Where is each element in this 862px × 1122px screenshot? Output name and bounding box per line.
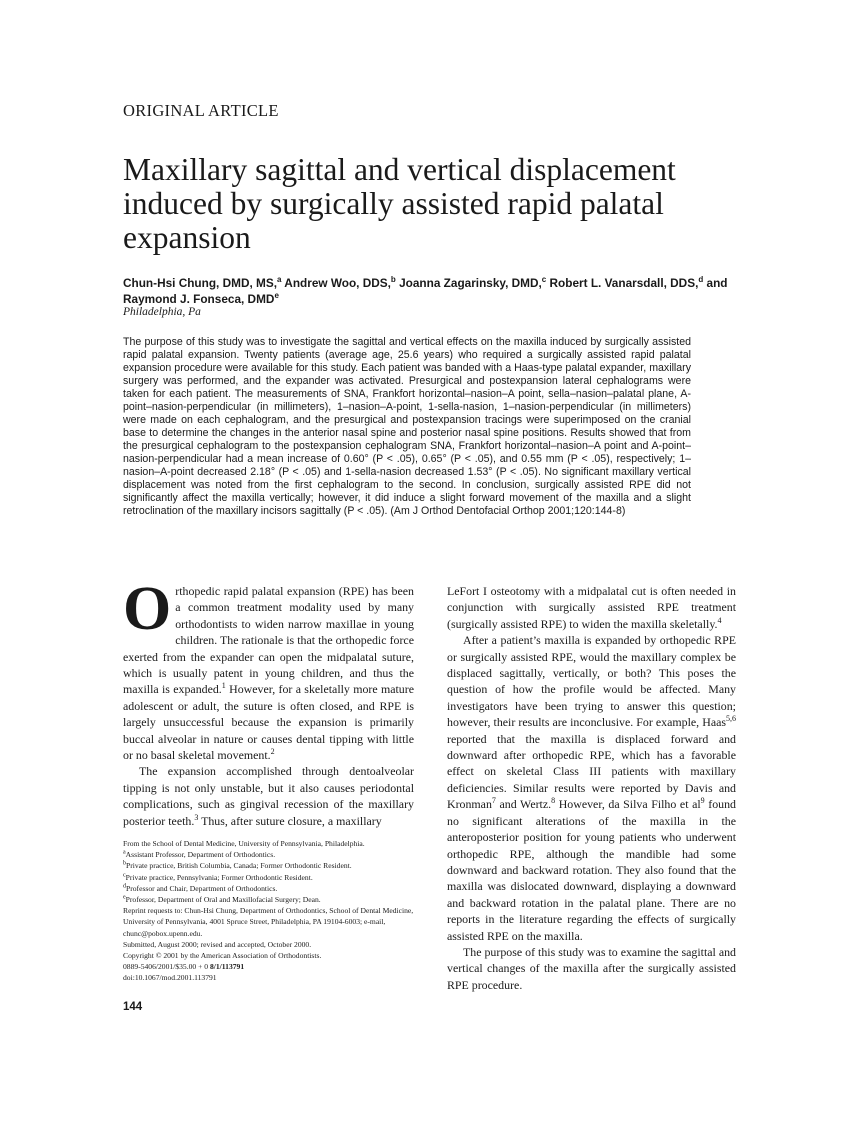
body-text: After a patient’s maxilla is expanded by orthopedic RPE or surgically assisted RPE, would the maxillary complex be displaced sagittally, vertically, or both? This poses the question of how the profile would be affected. Many investigators have been trying to answer this question; however, their results are inconclusive. For example, Haas	[447, 633, 736, 730]
body-paragraph	[123, 575, 414, 763]
footnote-item	[123, 860, 415, 871]
footnote-item	[123, 883, 415, 894]
reference-mark: 5,6	[726, 714, 736, 724]
page-number: 144	[123, 1001, 143, 1013]
body-text: The expansion accomplished through dentoalveolar tipping is not only unstable, but it also causes periodontal complications, such as gingival recession of the maxillary posterior teeth.	[123, 764, 414, 828]
reference-mark: 8	[551, 796, 556, 806]
footnote-text: Private practice, Pennsylvania; Former Orthodontic Resident.	[125, 872, 313, 882]
body-paragraph	[447, 632, 736, 944]
author-affiliation-mark: d	[698, 275, 704, 285]
body-paragraph	[123, 763, 414, 829]
author-name: Andrew Woo, DDS,	[284, 276, 391, 290]
author-name: Chun-Hsi Chung, DMD, MS,	[123, 276, 277, 290]
footnote-reprint: Reprint requests to: Chun-Hsi Chung, Department of Orthodontics, School of Dental Medicine, University of Pennsylvania, 4001 Spruce Street, Philadelphia, PA 19104-6003; e-mail, chunc@pobox.upenn.edu.	[123, 906, 414, 938]
footnote-item	[123, 872, 415, 883]
footnote-text: Professor, Department of Oral and Maxillofacial Surgery; Dean.	[125, 895, 321, 905]
body-text: and Wertz.	[495, 797, 552, 812]
reference-mark: 2	[270, 747, 275, 757]
abstract: The purpose of this study was to investigate the sagittal and vertical effects on the maxilla induced by surgically assisted rapid palatal expansion. Twenty patients (average age, 25.6 years) who required a surgically assisted rapid palatal expansion procedure were available for this study. Each patient was banded with a Haas-type palatal expander, maxillary surgery was performed, and the expander was activated. Presurgical and postexpansion lateral cephalograms were taken for each patient. The measurements of SNA, Frankfort horizontal–nasion–A point, sella–nasion–palatal plane, A-point–nasion-perpendicular (in millimeters), 1–nasion–A-point, 1-sella-nasion, 1–nasion-perpendicular (in millimeters) were made on each cephalogram, and the presurgical and postexpansion tracings were superimposed on the cranial base to determine the changes in the anterior nasal spine and posterior nasal spine positions. Results showed that from the presurgical cephalogram to the postexpansion cephalogram SNA, Frankfort horizontal–nasion–A point and A-point–nasion-perpendicular had a mean increase of 0.60° (P < .05), 0.65° (P < .05), and 0.55 mm (P < .05), respectively; 1–nasion–A-point decreased 2.18° (P < .05) and 1-sella-nasion decreased 1.53° (P < .05). No significant maxillary vertical displacement was noted from the first cephalogram to the second. In conclusion, surgically assisted RPE did not significantly affect the maxilla vertically; however, it did induce a slight forward movement of the maxilla and a slight retroclination of the maxillary incisors sagittally (P < .05). (Am J Orthod Dentofacial Orthop 2001;120:144-8)	[123, 336, 691, 517]
reference-mark: 9	[700, 796, 705, 806]
reference-mark: 3	[194, 812, 199, 822]
body-paragraph: The purpose of this study was to examine the sagittal and vertical changes of the maxilla after the surgically assisted RPE procedure.	[447, 944, 736, 992]
footnote-text: Assistant Professor, Department of Orthodontics.	[125, 850, 276, 860]
issn-code: 8/1/113791	[209, 962, 245, 972]
author-location: Philadelphia, Pa	[123, 306, 201, 318]
footnote-affiliation: From the School of Dental Medicine, University of Pennsylvania, Philadelphia.	[123, 839, 365, 848]
author-name: Robert L. Vanarsdall, DDS,	[549, 276, 699, 290]
footnote-text: Professor and Chair, Department of Orthodontics.	[126, 883, 278, 893]
footnote-mark: d	[123, 883, 126, 890]
author-affiliation-mark: b	[390, 275, 396, 285]
author-list	[123, 275, 743, 307]
footnote-text: Private practice, British Columbia, Canada; Former Orthodontic Resident.	[126, 861, 352, 871]
section-label: ORIGINAL ARTICLE	[123, 101, 279, 120]
article-title: Maxillary sagittal and vertical displacement induced by surgically assisted rapid palatal expansion	[123, 152, 676, 255]
body-text: found no significant alterations of the maxilla in the anteroposterior position for young patients who underwent orthopedic RPE, although the mandible had some downward and backward rotation. They also found that the maxilla was dislocated downward, displaying a downward and backward rotation in the palatal plane. There are no reports in the literature regarding the effects of surgically assisted RPE on the maxilla.	[447, 797, 737, 943]
footnote-issn	[123, 961, 415, 972]
body-column-left	[123, 575, 414, 829]
body-text: However, da Silva Filho et al	[555, 797, 701, 812]
reference-mark: 7	[491, 796, 496, 806]
footnote-item	[123, 894, 415, 905]
author-affiliation-mark: e	[274, 291, 279, 301]
reference-mark: 1	[221, 681, 226, 691]
reference-mark: 4	[717, 615, 722, 625]
footnote-mark: a	[123, 849, 126, 856]
body-text: rthopedic rapid palatal expansion (RPE) has been a common treatment modality used by many orthodontists to widen narrow maxillae in young children. The rationale is that the orthopedic force exerted from the expander can open the midpalatal suture, which is usually patent in young children, and thus the maxilla is expanded.	[123, 584, 414, 697]
body-text: However, for a skeletally more mature adolescent or adult, the suture is often closed, and RPE is largely unsuccessful because the expansion is primarily buccal alveolar in nature or causes dental tipping with little or no basal skeletal movement.	[123, 682, 414, 763]
footnote-copyright: Copyright © 2001 by the American Association of Orthodontists.	[123, 951, 322, 961]
body-text: LeFort I osteotomy with a midpalatal cut is often needed in conjunction with surgically assisted RPE treatment (surgically assisted RPE) to widen the maxilla skeletally.	[447, 584, 736, 631]
body-text: reported that the maxilla is displaced forward and downward after orthopedic RPE, which has a favorable effect on skeletal Class III patients with maxillary deficiencies. Similar results were reported by Davis and Kronman	[447, 731, 736, 812]
drop-cap: O	[123, 575, 172, 643]
footnotes	[123, 838, 415, 984]
body-text: Thus, after suture closure, a maxillary	[198, 813, 382, 828]
author-affiliation-mark: c	[541, 275, 547, 285]
footnote-submitted: Submitted, August 2000; revised and accepted, October 2000.	[123, 939, 312, 949]
footnote-mark: c	[123, 872, 126, 879]
body-column-right	[447, 583, 736, 993]
footnote-item	[123, 849, 415, 860]
body-paragraph	[447, 583, 736, 632]
footnote-mark: e	[123, 894, 126, 901]
footnote-mark: b	[123, 860, 126, 867]
issn-text: 0889-5406/2001/$35.00 + 0	[123, 962, 210, 972]
author-name: Joanna Zagarinsky, DMD,	[399, 276, 542, 290]
footnote-doi: doi:10.1067/mod.2001.113791	[123, 973, 217, 983]
author-name: and Raymond J. Fonseca, DMD	[123, 276, 728, 306]
author-affiliation-mark: a	[277, 275, 282, 285]
